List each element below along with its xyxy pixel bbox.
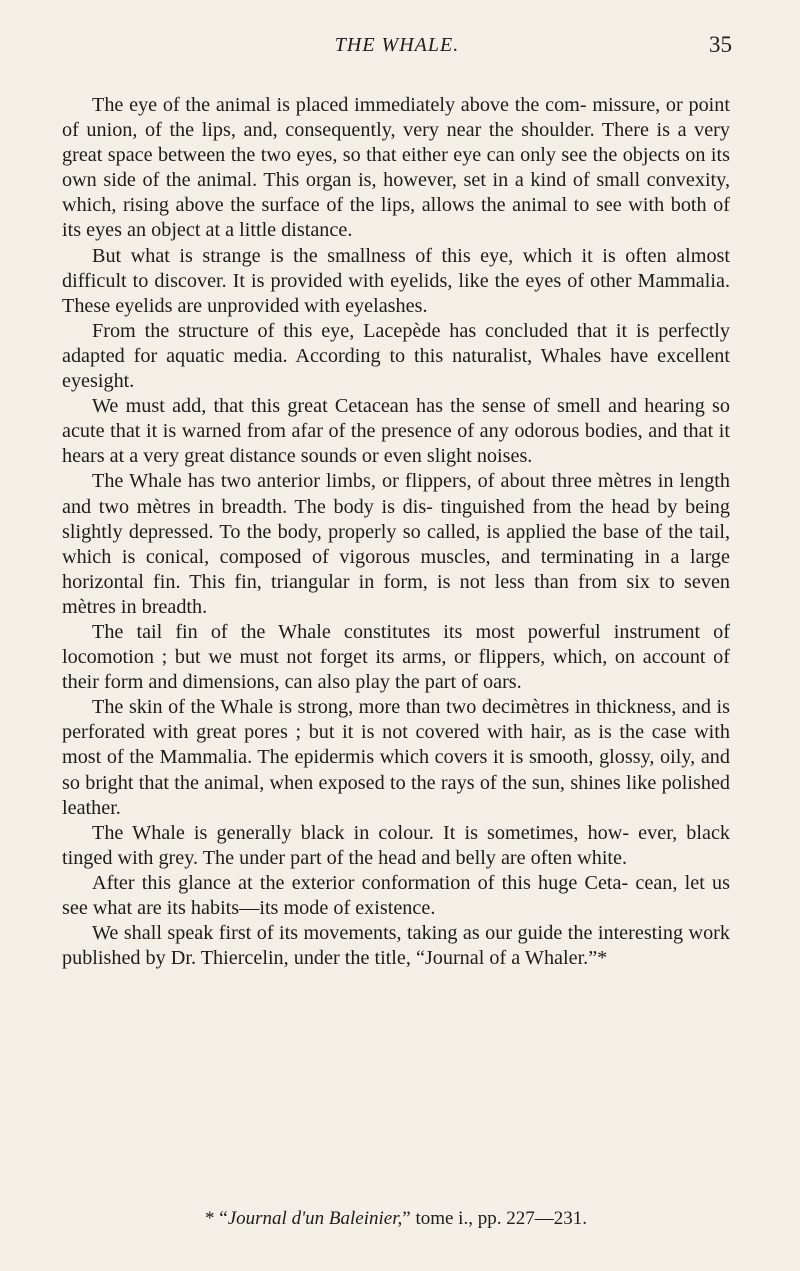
running-title: THE WHALE.	[334, 34, 460, 56]
paragraph-limbs-body: The Whale has two anterior limbs, or flippers, of about three mètres in length and two mètres in breadth. The body is dis- tinguished from the head by being slightly depressed. To the body, properly so called, is applied the base of the tail, which is conical, composed of vigorous muscles, and terminating in a large horizontal fin. This fin, triangular in form, is not less than from six to seven mètres in breadth.	[62, 470, 730, 618]
footnote-title: Journal d'un Baleinier,	[227, 1208, 403, 1229]
body-text	[62, 93, 730, 971]
paragraph-habits: After this glance at the exterior conformation of this huge Ceta- cean, let us see what are its habits—its mode of existence.	[62, 871, 730, 919]
paragraph-eye-position: The eye of the animal is placed immediately above the com- missure, or point of union, of the lips, and, consequently, very near the shoulder. There is a very great space between the two eyes, so that either eye can only see the objects on its own side of the animal. This organ is, however, set in a kind of small convexity, which, rising above the surface of the lips, allows the animal to see with both of its eyes an object at a little distance.	[62, 94, 730, 242]
footnote-reference: tome i., pp. 227—231.	[410, 1208, 587, 1229]
paragraph-eye-structure: From the structure of this eye, Lacepède has concluded that it is perfectly adapted for aquatic media. According to this naturalist, Whales have excellent eyesight.	[62, 319, 730, 393]
page-number: 35	[709, 32, 732, 57]
paragraph-skin: The skin of the Whale is strong, more than two decimètres in thickness, and is perforated with great pores ; but it is not covered with hair, as is the case with most of the Mammalia. The epidermis which covers it is smooth, glossy, oily, and so bright that the animal, when exposed to the rays of the sun, shines like polished leather.	[62, 696, 730, 819]
footnote-close-quote: ”	[402, 1208, 411, 1229]
paragraph-tail-fin: The tail fin of the Whale constitutes its most powerful instrument of locomotion ; but we must not forget its arms, or flippers, which, on account of their form and dimensions, can also play the part of oars.	[62, 620, 730, 694]
running-head	[62, 32, 732, 62]
paragraph-colour: The Whale is generally black in colour. It is sometimes, how- ever, black tinged with grey. The under part of the head and belly are often white.	[62, 821, 730, 869]
footnote	[62, 1208, 730, 1230]
footnote-marker: * “	[205, 1208, 228, 1229]
paragraph-smell-hearing: We must add, that this great Cetacean has the sense of smell and hearing so acute that it is warned from afar of the presence of any odorous bodies, and that it hears at a very great distance sounds or even slight noises.	[62, 395, 730, 468]
paragraph-movements: We shall speak first of its movements, taking as our guide the interesting work published by Dr. Thiercelin, under the title, “Journal of a Whaler.”*	[62, 922, 730, 970]
paragraph-eye-smallness: But what is strange is the smallness of this eye, which it is often almost difficult to discover. It is provided with eyelids, like the eyes of other Mammalia. These eyelids are unprovided with eyelashes.	[62, 244, 730, 317]
